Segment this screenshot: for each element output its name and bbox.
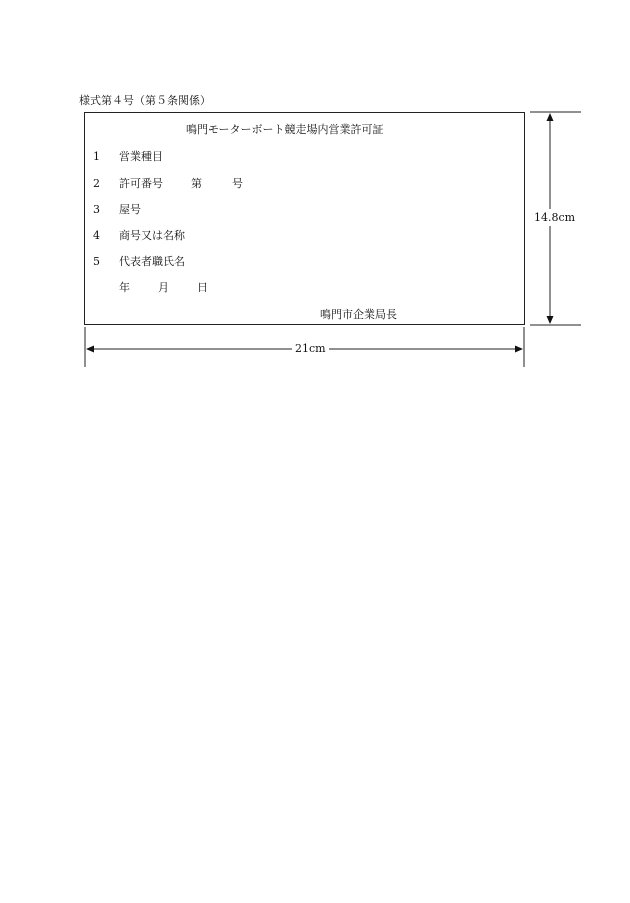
- item-label: 許可番号: [119, 177, 163, 190]
- item-label: 営業種目: [119, 150, 163, 163]
- date-month: 月: [158, 281, 169, 294]
- item-label: 屋号: [119, 203, 141, 216]
- form-caption: 様式第４号（第５条関係）: [79, 94, 211, 107]
- height-arrow-top: [547, 113, 554, 121]
- item-number: 4: [93, 229, 100, 242]
- item-number: 3: [93, 203, 100, 216]
- item-label: 代表者職氏名: [119, 255, 185, 268]
- permit-title: 鳴門モーターボート競走場内営業許可証: [186, 123, 384, 136]
- date-year: 年: [119, 281, 130, 294]
- date-day: 日: [197, 281, 208, 294]
- permit-number-prefix: 第: [191, 177, 202, 190]
- width-label: 21cm: [292, 342, 329, 355]
- item-label: 商号又は名称: [119, 229, 185, 242]
- item-number: 1: [93, 150, 100, 163]
- height-label: 14.8cm: [534, 211, 576, 224]
- width-arrow-right: [515, 346, 523, 353]
- issuer-name: 鳴門市企業局長: [320, 308, 397, 321]
- width-arrow-left: [86, 346, 94, 353]
- item-number: 2: [93, 177, 100, 190]
- item-number: 5: [93, 255, 100, 268]
- height-arrow-bottom: [547, 316, 554, 324]
- permit-number-suffix: 号: [232, 177, 243, 190]
